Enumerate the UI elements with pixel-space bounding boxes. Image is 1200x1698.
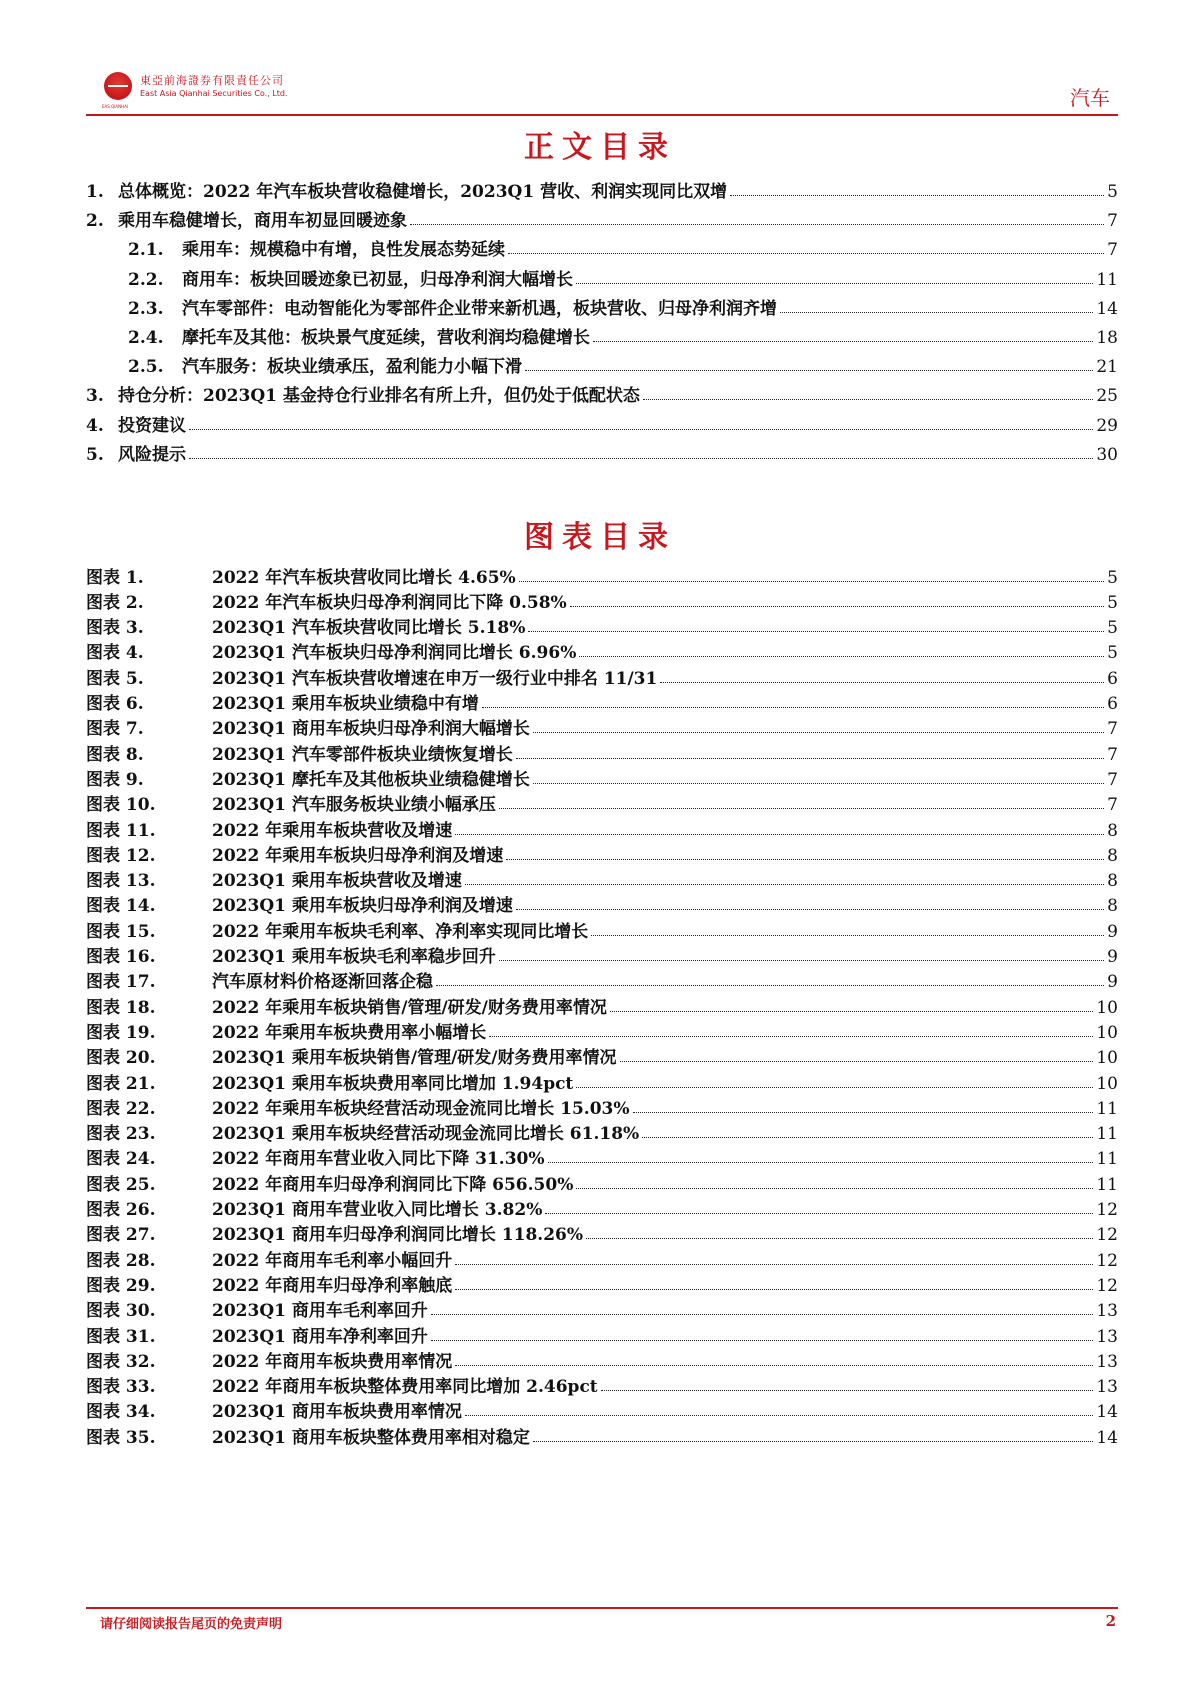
figure-entry[interactable]: [86, 1344, 1118, 1372]
toc-entry-number: 2.4.: [128, 328, 164, 348]
disclaimer-note: 请仔细阅读报告尾页的免责声明: [100, 1617, 283, 1632]
leader-dots: [528, 631, 1104, 632]
figure-entry-label: 图表 16.: [86, 947, 156, 967]
figure-entry[interactable]: [86, 1294, 1118, 1322]
figure-entry[interactable]: [86, 1015, 1118, 1043]
company-name-cn: 東亞前海證券有限責任公司: [140, 74, 284, 87]
leader-dots: [508, 253, 1104, 254]
toc-entry-number: 4.: [86, 415, 104, 436]
figure-entry-text: 2023Q1 乘用车板块费用率同比增加 1.94pct: [212, 1073, 574, 1094]
toc-entry-page: 7: [1107, 240, 1118, 261]
toc-entry-text: 风险提示: [118, 444, 186, 465]
figure-entry-page: 14: [1096, 1427, 1118, 1448]
toc-entry-page: 5: [1107, 182, 1118, 202]
figure-entry-label: 图表 4.: [86, 643, 144, 664]
leader-dots: [548, 1162, 1094, 1163]
figure-entry-page: 5: [1107, 567, 1118, 588]
figure-entry[interactable]: [86, 940, 1118, 968]
figure-entry-page: 8: [1107, 820, 1118, 841]
toc-entry-page: 7: [1107, 211, 1118, 232]
leader-dots: [730, 195, 1104, 196]
leader-dots: [436, 985, 1104, 986]
figure-entry-page: 7: [1107, 795, 1118, 816]
figure-entry-text: 2022 年乘用车板块毛利率、净利率实现同比增长: [212, 921, 589, 942]
figure-entry[interactable]: [86, 1370, 1118, 1398]
leader-dots: [660, 682, 1104, 683]
toc-entry[interactable]: [86, 433, 1118, 465]
figure-entry-text: 2023Q1 汽车服务板块业绩小幅承压: [212, 795, 496, 816]
toc-entry-number: 2.: [86, 211, 104, 232]
figure-entry-page: 6: [1107, 694, 1118, 714]
leader-dots: [576, 1188, 1093, 1189]
figure-entry[interactable]: [86, 1193, 1118, 1221]
figure-entry-label: 图表 28.: [86, 1250, 156, 1271]
toc-entry-text: 商用车：板块回暖迹象已初显，归母净利润大幅增长: [182, 269, 573, 290]
leader-dots: [593, 341, 1093, 342]
industry-label: 汽车: [1070, 86, 1110, 110]
figure-entry-label: 图表 9.: [86, 769, 144, 790]
figure-entry-label: 图表 23.: [86, 1124, 156, 1145]
figure-entry-label: 图表 5.: [86, 668, 144, 689]
toc-entry-page: 29: [1096, 415, 1118, 436]
figure-entry-page: 10: [1096, 1022, 1118, 1043]
figure-entry-label: 图表 11.: [86, 820, 156, 841]
toc-entry-text: 摩托车及其他：板块景气度延续，营收利润均稳健增长: [182, 328, 590, 348]
toc-entry-text: 总体概览：2022 年汽车板块营收稳健增长，2023Q1 营收、利润实现同比双增: [118, 182, 728, 202]
leader-dots: [455, 1365, 1093, 1366]
figure-entry-text: 2023Q1 商用车营业收入同比增长 3.82%: [212, 1200, 543, 1220]
figure-entry[interactable]: [86, 838, 1118, 866]
figure-entry-label: 图表 8.: [86, 744, 144, 765]
figure-entry-page: 8: [1107, 896, 1118, 917]
figure-entry-label: 图表 32.: [86, 1351, 156, 1372]
leader-dots: [601, 1390, 1094, 1391]
leader-dots: [533, 732, 1104, 733]
toc-entry-number: 2.3.: [128, 298, 164, 319]
figure-entry-text: 2022 年汽车板块营收同比增长 4.65%: [212, 567, 516, 588]
leader-dots: [643, 399, 1093, 400]
figure-entry-label: 图表 17.: [86, 972, 156, 993]
figure-entry-page: 5: [1107, 643, 1118, 664]
figure-entry[interactable]: [86, 1268, 1118, 1296]
figure-entry[interactable]: [86, 889, 1118, 917]
figure-entry-page: 10: [1096, 1073, 1118, 1094]
leader-dots: [489, 1036, 1093, 1037]
leader-dots: [465, 884, 1104, 885]
figure-entry-page: 5: [1107, 592, 1118, 613]
figure-entry-text: 2023Q1 商用车归母净利润同比增长 118.26%: [212, 1225, 584, 1246]
figure-entry-label: 图表 3.: [86, 618, 144, 639]
leader-dots: [519, 581, 1104, 582]
figure-entry-label: 图表 21.: [86, 1073, 156, 1094]
figure-entry[interactable]: [86, 762, 1118, 790]
toc-entry[interactable]: [86, 199, 1118, 231]
toc-entry[interactable]: [86, 258, 1118, 290]
toc-entry-text: 汽车零部件：电动智能化为零部件企业带来新机遇，板块营收、归母净利润齐增: [182, 298, 777, 319]
logo-subtext: EAS QIANHAI: [102, 104, 129, 109]
figure-entry[interactable]: [86, 661, 1118, 689]
figure-entry-text: 2023Q1 商用车板块整体费用率相对稳定: [212, 1427, 530, 1448]
leader-dots: [516, 909, 1104, 910]
figure-entry[interactable]: [86, 687, 1118, 715]
toc-entry-page: 30: [1096, 444, 1118, 465]
figure-entry-text: 2022 年乘用车板块费用率小幅增长: [212, 1022, 487, 1043]
figure-entry-text: 2023Q1 汽车板块归母净利润同比增长 6.96%: [212, 643, 577, 664]
figure-entry-page: 6: [1107, 668, 1118, 689]
figure-entry-label: 图表 12.: [86, 845, 156, 866]
leader-dots: [455, 834, 1104, 835]
figure-entry[interactable]: [86, 914, 1118, 942]
figure-entry[interactable]: [86, 585, 1118, 613]
figure-entry-page: 7: [1107, 744, 1118, 765]
figure-entry[interactable]: [86, 1420, 1118, 1448]
figure-entry-label: 图表 2.: [86, 592, 144, 613]
figure-entry-label: 图表 24.: [86, 1149, 156, 1170]
figure-entry-text: 2023Q1 乘用车板块业绩稳中有增: [212, 694, 479, 714]
figure-entry-text: 2023Q1 汽车零部件板块业绩恢复增长: [212, 744, 513, 765]
figure-entry-label: 图表 1.: [86, 567, 144, 588]
toc-title: 正文目录: [524, 130, 676, 165]
figure-entry[interactable]: [86, 1041, 1118, 1069]
figures-title: 图表目录: [524, 520, 676, 555]
figure-entry[interactable]: [86, 712, 1118, 740]
figure-entry-label: 图表 6.: [86, 694, 144, 714]
figure-entry[interactable]: [86, 1091, 1118, 1119]
toc-entry-number: 1.: [86, 182, 104, 202]
figure-entry-page: 8: [1107, 845, 1118, 866]
figure-entry[interactable]: [86, 1142, 1118, 1170]
leader-dots: [633, 1112, 1094, 1113]
toc-entry[interactable]: [86, 170, 1118, 202]
figure-entry-text: 2023Q1 乘用车板块经营活动现金流同比增长 61.18%: [212, 1124, 640, 1145]
toc-entry-text: 汽车服务：板块业绩承压，盈利能力小幅下滑: [182, 357, 522, 378]
figure-entry-text: 2023Q1 乘用车板块毛利率稳步回升: [212, 947, 496, 967]
leader-dots: [465, 1415, 1093, 1416]
figure-entry-label: 图表 26.: [86, 1200, 156, 1220]
figure-entry-label: 图表 20.: [86, 1048, 156, 1069]
toc-entry-number: 5.: [86, 444, 104, 465]
figure-entry-page: 13: [1096, 1351, 1118, 1372]
figure-entry[interactable]: [86, 1167, 1118, 1195]
figure-entry[interactable]: [86, 1117, 1118, 1145]
figure-entry[interactable]: [86, 965, 1118, 993]
figure-entry-text: 2022 年商用车归母净利润同比下降 656.50%: [212, 1174, 574, 1195]
leader-dots: [586, 1238, 1093, 1239]
figure-entry-page: 11: [1096, 1149, 1118, 1170]
company-logo-icon: [104, 72, 132, 100]
figure-entry-page: 11: [1096, 1174, 1118, 1195]
figure-entry-label: 图表 22.: [86, 1098, 156, 1119]
leader-dots: [533, 783, 1104, 784]
leader-dots: [533, 1441, 1093, 1442]
figure-entry-text: 2023Q1 汽车板块营收同比增长 5.18%: [212, 618, 526, 639]
leader-dots: [499, 960, 1104, 961]
figure-entry-page: 9: [1107, 972, 1118, 993]
figure-entry-label: 图表 18.: [86, 997, 156, 1018]
figure-entry[interactable]: [86, 560, 1118, 588]
leader-dots: [506, 859, 1104, 860]
figure-entry-text: 2023Q1 商用车毛利率回升: [212, 1301, 428, 1322]
leader-dots: [499, 808, 1104, 809]
figure-entry-label: 图表 19.: [86, 1022, 156, 1043]
toc-entry[interactable]: [86, 228, 1118, 260]
figure-entry-text: 2022 年汽车板块归母净利润同比下降 0.58%: [212, 592, 567, 613]
toc-entry[interactable]: [86, 374, 1118, 406]
figure-entry-label: 图表 7.: [86, 719, 144, 740]
leader-dots: [570, 606, 1104, 607]
figure-entry-text: 2022 年商用车营业收入同比下降 31.30%: [212, 1149, 545, 1170]
toc-entry-page: 18: [1096, 328, 1118, 348]
company-name-en: East Asia Qianhai Securities Co., Ltd.: [140, 89, 288, 98]
toc-entry-text: 持仓分析：2023Q1 基金持仓行业排名有所上升，但仍处于低配状态: [118, 386, 640, 407]
figure-entry-label: 图表 14.: [86, 896, 156, 917]
figure-entry-page: 7: [1107, 719, 1118, 740]
leader-dots: [431, 1340, 1093, 1341]
figure-entry-text: 2022 年乘用车板块销售/管理/研发/财务费用率情况: [212, 997, 607, 1018]
leader-dots: [410, 224, 1104, 225]
figure-entry[interactable]: [86, 788, 1118, 816]
leader-dots: [525, 370, 1093, 371]
leader-dots: [189, 429, 1093, 430]
figure-entry[interactable]: [86, 1066, 1118, 1094]
leader-dots: [482, 707, 1104, 708]
figure-entry-page: 13: [1096, 1326, 1118, 1347]
page-header: [86, 68, 1118, 114]
figure-entry-text: 2022 年乘用车板块归母净利润及增速: [212, 845, 504, 866]
leader-dots: [189, 458, 1093, 459]
figure-entry[interactable]: [86, 990, 1118, 1018]
toc-entry-text: 乘用车：规模稳中有增，良性发展态势延续: [182, 240, 505, 261]
figure-entry[interactable]: [86, 737, 1118, 765]
leader-dots: [545, 1213, 1093, 1214]
figure-entry-text: 2022 年商用车归母净利率触底: [212, 1275, 453, 1296]
page-number: 2: [1105, 1612, 1116, 1630]
figure-entry-text: 2023Q1 乘用车板块归母净利润及增速: [212, 896, 513, 917]
figure-entry-page: 11: [1096, 1098, 1118, 1119]
leader-dots: [780, 312, 1093, 313]
figure-entry-label: 图表 31.: [86, 1326, 156, 1347]
toc-entry[interactable]: [86, 287, 1118, 319]
figure-entry-text: 2023Q1 乘用车板块营收及增速: [212, 871, 462, 892]
figure-entry-text: 2023Q1 商用车净利率回升: [212, 1326, 428, 1347]
figure-entry[interactable]: [86, 636, 1118, 664]
figure-entry-label: 图表 34.: [86, 1402, 156, 1423]
toc-entry[interactable]: [86, 345, 1118, 377]
figure-entry[interactable]: [86, 1243, 1118, 1271]
figure-entry-page: 8: [1107, 871, 1118, 892]
figure-entry-label: 图表 10.: [86, 795, 156, 816]
figure-entry-page: 10: [1096, 1048, 1118, 1069]
figure-entry-page: 11: [1096, 1124, 1118, 1145]
toc-entry-text: 投资建议: [118, 415, 186, 436]
figure-entry-text: 2023Q1 摩托车及其他板块业绩稳健增长: [212, 769, 530, 790]
figure-entry-text: 2022 年商用车毛利率小幅回升: [212, 1250, 453, 1271]
figure-entry[interactable]: [86, 611, 1118, 639]
figure-entry-label: 图表 35.: [86, 1427, 156, 1448]
figure-entry-text: 2022 年商用车板块费用率情况: [212, 1351, 453, 1372]
figure-entry[interactable]: [86, 1395, 1118, 1423]
figure-entry-text: 2022 年乘用车板块营收及增速: [212, 820, 453, 841]
leader-dots: [516, 758, 1104, 759]
leader-dots: [579, 656, 1104, 657]
figure-entry-label: 图表 27.: [86, 1225, 156, 1246]
figure-entry-text: 2023Q1 乘用车板块销售/管理/研发/财务费用率情况: [212, 1048, 617, 1069]
figure-entry[interactable]: [86, 1319, 1118, 1347]
leader-dots: [431, 1314, 1093, 1315]
footer-divider: [86, 1607, 1118, 1609]
leader-dots: [576, 283, 1093, 284]
leader-dots: [455, 1264, 1093, 1265]
figure-entry-page: 12: [1096, 1225, 1118, 1246]
figure-entry-text: 2022 年商用车板块整体费用率同比增加 2.46pct: [212, 1377, 598, 1398]
toc-entry-page: 21: [1096, 357, 1118, 378]
figure-entry-page: 9: [1107, 947, 1118, 967]
toc-entry-page: 25: [1096, 386, 1118, 407]
figure-entry-page: 12: [1096, 1275, 1118, 1296]
leader-dots: [620, 1061, 1094, 1062]
toc-entry-page: 11: [1096, 269, 1118, 290]
toc-entry-number: 2.5.: [128, 357, 164, 378]
figure-entry[interactable]: [86, 1218, 1118, 1246]
figure-entry-label: 图表 15.: [86, 921, 156, 942]
figure-entry-label: 图表 25.: [86, 1174, 156, 1195]
figure-entry-label: 图表 33.: [86, 1377, 156, 1398]
figure-entry-label: 图表 30.: [86, 1301, 156, 1322]
figure-entry-page: 9: [1107, 921, 1118, 942]
figure-entry-page: 7: [1107, 769, 1118, 790]
figure-entry-text: 汽车原材料价格逐渐回落企稳: [212, 972, 433, 993]
leader-dots: [455, 1289, 1093, 1290]
toc-entry-number: 2.1.: [128, 240, 164, 261]
leader-dots: [610, 1011, 1094, 1012]
leader-dots: [591, 935, 1104, 936]
figure-entry[interactable]: [86, 864, 1118, 892]
header-divider: [86, 114, 1118, 116]
toc-entry-number: 3.: [86, 386, 104, 407]
toc-entry-number: 2.2.: [128, 269, 164, 290]
figure-entry-page: 14: [1096, 1402, 1118, 1423]
figure-entry-text: 2023Q1 商用车板块费用率情况: [212, 1402, 462, 1423]
figure-entry-page: 12: [1096, 1200, 1118, 1220]
figure-entry-page: 13: [1096, 1301, 1118, 1322]
figure-entry-page: 13: [1096, 1377, 1118, 1398]
figure-entry-text: 2023Q1 汽车板块营收增速在申万一级行业中排名 11/31: [212, 668, 658, 689]
figure-entry[interactable]: [86, 813, 1118, 841]
figure-entry-text: 2023Q1 商用车板块归母净利润大幅增长: [212, 719, 530, 740]
figure-entry-page: 12: [1096, 1250, 1118, 1271]
figure-entry-label: 图表 13.: [86, 871, 156, 892]
figure-entry-text: 2022 年乘用车板块经营活动现金流同比增长 15.03%: [212, 1098, 630, 1119]
toc-entry[interactable]: [86, 316, 1118, 348]
toc-entry-page: 14: [1096, 298, 1118, 319]
figure-entry-page: 5: [1107, 618, 1118, 639]
leader-dots: [642, 1137, 1093, 1138]
figure-entry-page: 10: [1096, 997, 1118, 1018]
figure-entry-label: 图表 29.: [86, 1275, 156, 1296]
toc-entry-text: 乘用车稳健增长，商用车初显回暖迹象: [118, 211, 407, 232]
toc-entry[interactable]: [86, 404, 1118, 436]
leader-dots: [576, 1087, 1093, 1088]
